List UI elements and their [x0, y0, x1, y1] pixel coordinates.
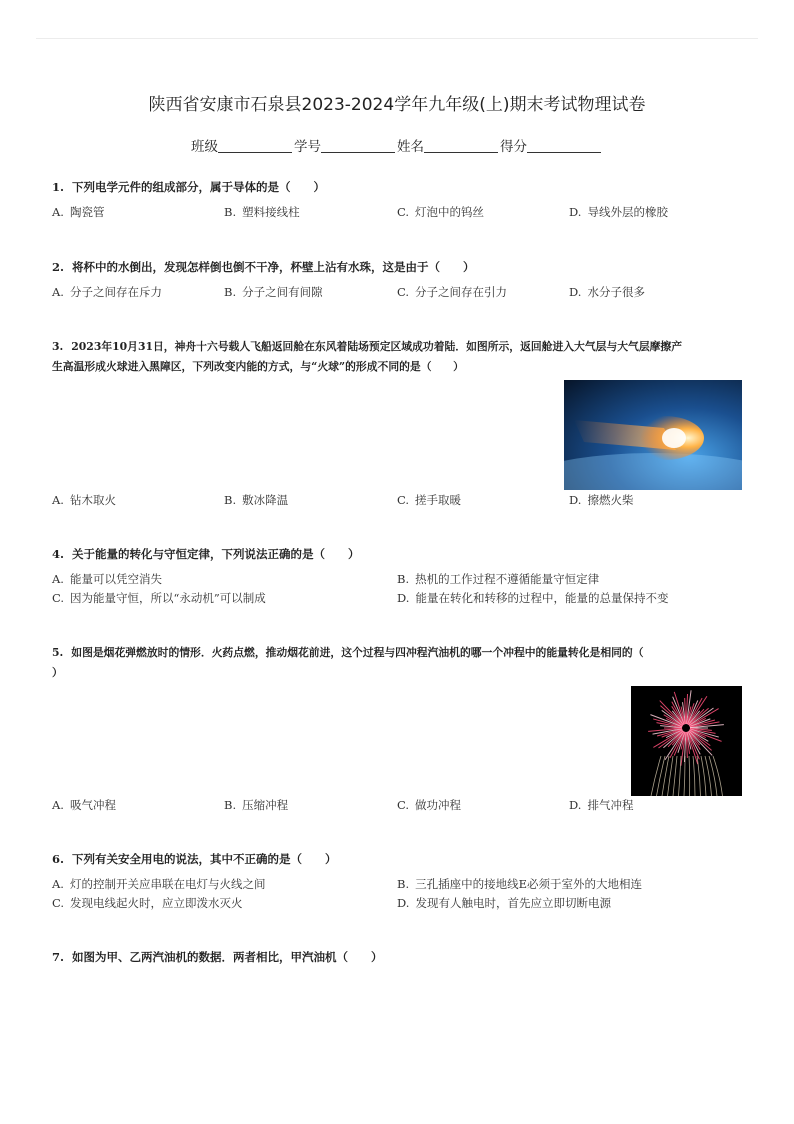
option-text: 发现电线起火时，应立即泼水灭火 [70, 896, 243, 910]
option-text: 灯的控制开关应串联在电灯与火线之间 [69, 877, 266, 891]
question-number: 4. [52, 547, 65, 561]
question-1 [52, 177, 742, 197]
option-letter: C. [397, 493, 410, 507]
option-c[interactable] [397, 283, 569, 302]
option-b[interactable] [224, 491, 396, 510]
question-6-options [52, 875, 752, 915]
option-letter: C. [52, 591, 65, 605]
name-blank[interactable] [424, 138, 498, 153]
question-text-line-1: 如图是烟花弹燃放时的情形．火药点燃，推动烟花前进，这个过程与四冲程汽油机的哪一个冲程中的能量转化是相同的（ [71, 646, 644, 659]
firework-burst-icon [631, 686, 742, 796]
option-text: 分子之间存在引力 [415, 285, 508, 299]
option-c[interactable] [52, 894, 397, 913]
score-blank[interactable] [527, 138, 601, 153]
option-d[interactable] [569, 203, 741, 222]
option-letter: B. [224, 205, 237, 219]
option-letter: D. [569, 205, 582, 219]
option-letter: D. [397, 591, 410, 605]
option-letter: B. [397, 572, 410, 586]
option-text: 灯泡中的钨丝 [415, 205, 485, 219]
firework-image [631, 686, 742, 796]
option-a[interactable] [52, 570, 397, 589]
option-letter: A. [52, 205, 64, 219]
score-field [500, 135, 603, 155]
id-label: 学号 [294, 139, 321, 155]
exam-title: 陕西省安康市石泉县2023-2024学年九年级(上)期末考试物理试卷 [148, 95, 646, 115]
option-text: 排气冲程 [587, 798, 634, 812]
option-letter: D. [569, 493, 582, 507]
question-text: 如图为甲、乙两汽油机的数据．两者相比，甲汽油机（ ） [72, 950, 383, 964]
question-text: 下列有关安全用电的说法，其中不正确的是（ ） [72, 852, 337, 866]
capsule-reentry-image [564, 380, 742, 490]
option-c[interactable] [397, 491, 569, 510]
option-letter: A. [52, 877, 64, 891]
option-text: 钻木取火 [69, 493, 116, 507]
question-text: 将杯中的水倒出，发现怎样倒也倒不干净，杯壁上沾有水珠，这是由于（ ） [72, 260, 475, 274]
class-label: 班级 [191, 139, 218, 155]
option-letter: D. [569, 285, 582, 299]
option-a[interactable] [52, 283, 224, 302]
question-text: 关于能量的转化与守恒定律，下列说法正确的是（ ） [72, 547, 360, 561]
question-number: 5. [52, 646, 64, 659]
option-c[interactable] [397, 796, 569, 815]
question-4 [52, 544, 742, 564]
option-a[interactable] [52, 875, 397, 894]
option-letter: A. [52, 572, 64, 586]
question-number: 7. [52, 950, 65, 964]
option-text: 敷冰降温 [242, 493, 289, 507]
name-label: 姓名 [397, 139, 424, 155]
option-letter: D. [397, 896, 410, 910]
option-a[interactable] [52, 491, 224, 510]
class-blank[interactable] [218, 138, 292, 153]
option-text: 擦燃火柴 [587, 493, 634, 507]
option-letter: B. [224, 798, 237, 812]
option-letter: C. [397, 798, 410, 812]
option-text: 水分子很多 [587, 285, 645, 299]
question-text: 下列电学元件的组成部分，属于导体的是（ ） [72, 180, 326, 194]
score-label: 得分 [500, 139, 527, 155]
question-number: 3. [52, 340, 64, 353]
option-letter: C. [397, 205, 410, 219]
option-text: 分子之间存在斥力 [69, 285, 162, 299]
option-text: 压缩冲程 [242, 798, 289, 812]
option-letter: A. [52, 798, 64, 812]
question-3 [52, 337, 752, 377]
question-number: 6. [52, 852, 65, 866]
option-a[interactable] [52, 796, 224, 815]
option-text: 因为能量守恒，所以“永动机”可以制成 [70, 591, 266, 605]
option-text: 塑料接线柱 [242, 205, 300, 219]
capsule-fireball-icon [564, 380, 742, 490]
option-b[interactable] [397, 570, 742, 589]
option-letter: B. [224, 285, 237, 299]
option-text: 三孔插座中的接地线E必须于室外的大地相连 [415, 877, 643, 891]
option-c[interactable] [397, 203, 569, 222]
id-field [294, 135, 397, 155]
option-b[interactable] [397, 875, 742, 894]
option-letter: B. [224, 493, 237, 507]
question-4-options [52, 570, 752, 610]
option-b[interactable] [224, 203, 396, 222]
option-c[interactable] [52, 589, 397, 608]
id-blank[interactable] [321, 138, 395, 153]
option-letter: C. [52, 896, 65, 910]
question-2 [52, 257, 742, 277]
student-info-row [0, 135, 794, 155]
question-7 [52, 947, 742, 967]
option-d[interactable] [569, 796, 741, 815]
option-text: 陶瓷管 [69, 205, 105, 219]
option-text: 能量可以凭空消失 [69, 572, 162, 586]
option-letter: D. [569, 798, 582, 812]
option-a[interactable] [52, 203, 224, 222]
option-b[interactable] [224, 796, 396, 815]
question-5 [52, 643, 752, 683]
option-text: 做功冲程 [415, 798, 462, 812]
option-d[interactable] [397, 894, 742, 913]
option-text: 能量在转化和转移的过程中，能量的总量保持不变 [415, 591, 669, 605]
option-text: 搓手取暖 [415, 493, 462, 507]
option-d[interactable] [569, 283, 741, 302]
option-d[interactable] [397, 589, 742, 608]
option-text: 热机的工作过程不遵循能量守恒定律 [415, 572, 600, 586]
option-letter: A. [52, 493, 64, 507]
option-d[interactable] [569, 491, 741, 510]
option-b[interactable] [224, 283, 396, 302]
question-text-line-2: 生高温形成火球进入黑障区，下列改变内能的方式，与“火球”的形成不同的是（ ） [52, 360, 464, 373]
option-letter: B. [397, 877, 410, 891]
option-text: 发现有人触电时，首先应立即切断电源 [415, 896, 611, 910]
class-field [191, 135, 294, 155]
option-letter: C. [397, 285, 410, 299]
question-text-line-2: ） [52, 666, 63, 679]
option-letter: A. [52, 285, 64, 299]
option-text: 导线外层的橡胶 [587, 205, 668, 219]
question-6 [52, 849, 742, 869]
option-text: 分子之间有间隙 [242, 285, 323, 299]
option-text: 吸气冲程 [69, 798, 116, 812]
question-number: 1. [52, 180, 65, 194]
question-number: 2. [52, 260, 65, 274]
question-text-line-1: 2023年10月31日，神舟十六号载人飞船返回舱在东风着陆场预定区域成功着陆．如图所示，返回舱进入大气层与大气层摩擦产 [71, 340, 683, 353]
name-field [397, 135, 500, 155]
page-top-divider [36, 38, 758, 39]
